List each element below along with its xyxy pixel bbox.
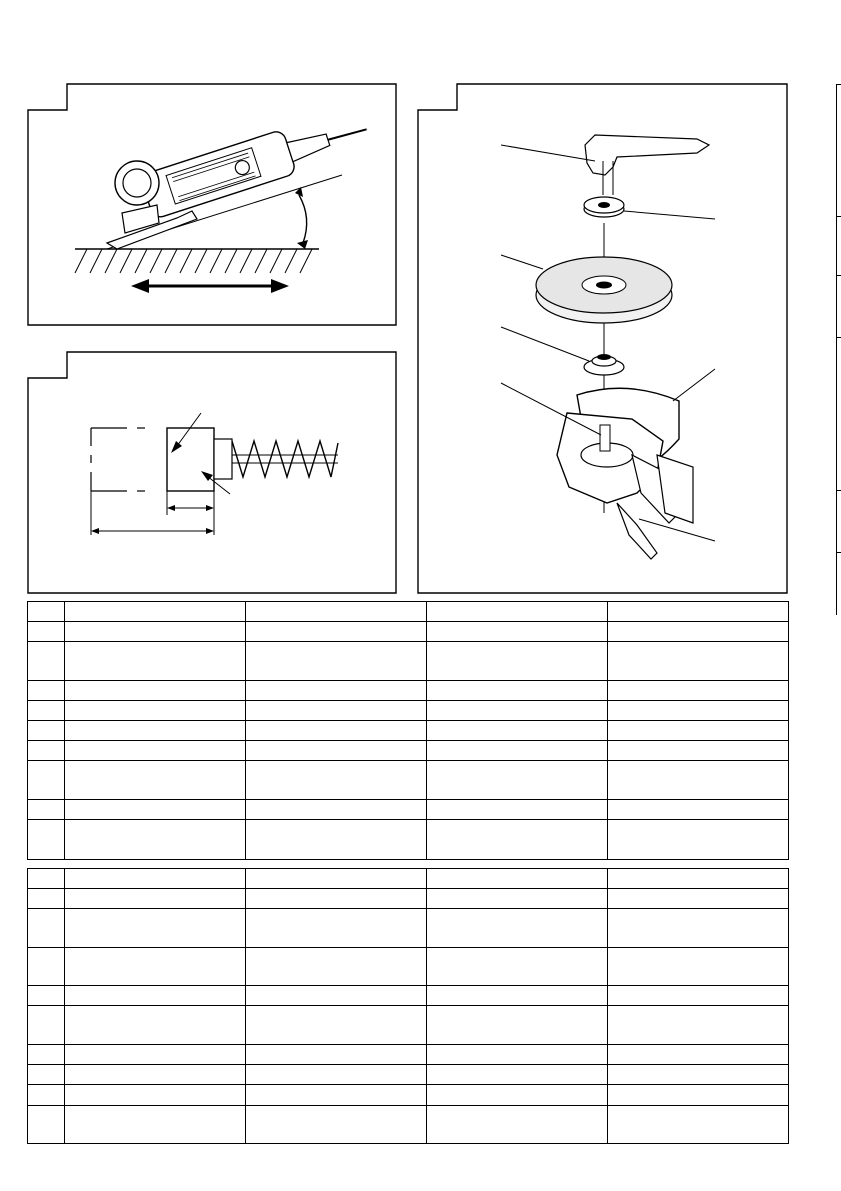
table-cell: [427, 1085, 608, 1105]
table-cell: [65, 720, 246, 740]
table-cell: [65, 1006, 246, 1044]
table-row: [28, 1105, 789, 1143]
table-row: [28, 622, 789, 642]
table-cell: [65, 947, 246, 985]
table-row: [28, 680, 789, 700]
table-cell: [427, 720, 608, 740]
table-bottom: [27, 868, 789, 1144]
table-cell: [608, 1006, 789, 1044]
table-cell: [246, 622, 427, 642]
table-row: [28, 799, 789, 819]
table-cell: [246, 947, 427, 985]
table-cell: [28, 642, 65, 680]
table-cell: [246, 1065, 427, 1085]
carbon-brush-wear-icon: [27, 351, 399, 595]
table-cell: [608, 761, 789, 799]
table-cell: [427, 680, 608, 700]
table-row: [28, 1006, 789, 1044]
table-cell: [65, 869, 246, 889]
table-cell: [427, 1006, 608, 1044]
table-cell: [65, 986, 246, 1006]
table-cell: [608, 869, 789, 889]
table-cell: [427, 622, 608, 642]
table-cell: [28, 741, 65, 761]
table-cell: [608, 642, 789, 680]
table-cell: [246, 1044, 427, 1064]
table-cell: [28, 947, 65, 985]
table-cell: [28, 1105, 65, 1143]
table-cell: [28, 1044, 65, 1064]
table-cell: [608, 909, 789, 947]
table-cell: [246, 761, 427, 799]
side-table-fragment: [836, 84, 841, 615]
side-divider: [837, 552, 841, 553]
table-row: [28, 720, 789, 740]
table-row: [28, 819, 789, 859]
table-cell: [246, 799, 427, 819]
table-cell: [28, 622, 65, 642]
table-cell: [28, 869, 65, 889]
table-cell: [608, 1085, 789, 1105]
table-cell: [608, 1105, 789, 1143]
table-cell: [28, 1065, 65, 1085]
table-cell: [28, 799, 65, 819]
table-cell: [28, 819, 65, 859]
table-cell: [65, 741, 246, 761]
side-divider: [837, 275, 841, 276]
table-cell: [608, 889, 789, 909]
table-cell: [608, 799, 789, 819]
table-cell: [246, 680, 427, 700]
table-cell: [28, 720, 65, 740]
table-cell: [427, 700, 608, 720]
table-cell: [28, 680, 65, 700]
table-cell: [65, 799, 246, 819]
table-cell: [65, 1044, 246, 1064]
table-cell: [608, 622, 789, 642]
table-row: [28, 889, 789, 909]
table-cell: [28, 700, 65, 720]
table-cell: [246, 819, 427, 859]
table-cell: [427, 947, 608, 985]
table-cell: [608, 986, 789, 1006]
table-cell: [246, 889, 427, 909]
figure-1-grinder-angle: [27, 83, 399, 327]
table-cell: [427, 1044, 608, 1064]
table-cell: [608, 680, 789, 700]
table-row: [28, 947, 789, 985]
grinder-angle-icon: [27, 83, 399, 327]
table-cell: [65, 680, 246, 700]
table-cell: [246, 869, 427, 889]
table-row: [28, 761, 789, 799]
table-row: [28, 869, 789, 889]
table-cell: [246, 602, 427, 622]
table-cell: [608, 1065, 789, 1085]
table-cell: [608, 1044, 789, 1064]
table-row: [28, 1044, 789, 1064]
side-divider: [837, 490, 841, 491]
figure-2-carbon-brush: [27, 351, 399, 595]
wheel-assembly-exploded-icon: [417, 83, 789, 595]
table-cell: [246, 1105, 427, 1143]
table-cell: [427, 799, 608, 819]
table-cell: [427, 1065, 608, 1085]
table-row: [28, 741, 789, 761]
table-cell: [65, 602, 246, 622]
table-row: [28, 602, 789, 622]
table-cell: [246, 720, 427, 740]
table-cell: [65, 622, 246, 642]
table-cell: [65, 761, 246, 799]
table-cell: [246, 909, 427, 947]
table-cell: [608, 602, 789, 622]
table-cell: [65, 642, 246, 680]
table-cell: [65, 819, 246, 859]
side-divider: [837, 337, 841, 338]
table-cell: [28, 909, 65, 947]
table-cell: [28, 1085, 65, 1105]
table-cell: [65, 1065, 246, 1085]
table-cell: [427, 889, 608, 909]
table-cell: [427, 761, 608, 799]
table-cell: [28, 761, 65, 799]
table-top: [27, 601, 789, 860]
table-cell: [427, 986, 608, 1006]
table-cell: [427, 819, 608, 859]
table-cell: [427, 1105, 608, 1143]
table-cell: [65, 889, 246, 909]
table-cell: [427, 642, 608, 680]
table-cell: [246, 642, 427, 680]
table-cell: [427, 602, 608, 622]
table-cell: [608, 741, 789, 761]
side-divider: [837, 216, 841, 217]
table-cell: [28, 602, 65, 622]
table-cell: [608, 819, 789, 859]
table-cell: [427, 741, 608, 761]
figure-3-wheel-assembly: [417, 83, 789, 595]
table-cell: [608, 700, 789, 720]
table-cell: [28, 1006, 65, 1044]
table-cell: [246, 1006, 427, 1044]
table-row: [28, 1065, 789, 1085]
table-row: [28, 909, 789, 947]
table-cell: [608, 947, 789, 985]
table-cell: [246, 741, 427, 761]
table-cell: [246, 700, 427, 720]
table-cell: [65, 909, 246, 947]
table-cell: [608, 720, 789, 740]
table-cell: [246, 986, 427, 1006]
table-cell: [28, 889, 65, 909]
table-cell: [65, 1105, 246, 1143]
table-cell: [427, 869, 608, 889]
table-cell: [246, 1085, 427, 1105]
table-cell: [427, 909, 608, 947]
table-row: [28, 1085, 789, 1105]
table-cell: [65, 1085, 246, 1105]
table-row: [28, 986, 789, 1006]
table-row: [28, 700, 789, 720]
table-cell: [28, 986, 65, 1006]
table-cell: [65, 700, 246, 720]
table-row: [28, 642, 789, 680]
